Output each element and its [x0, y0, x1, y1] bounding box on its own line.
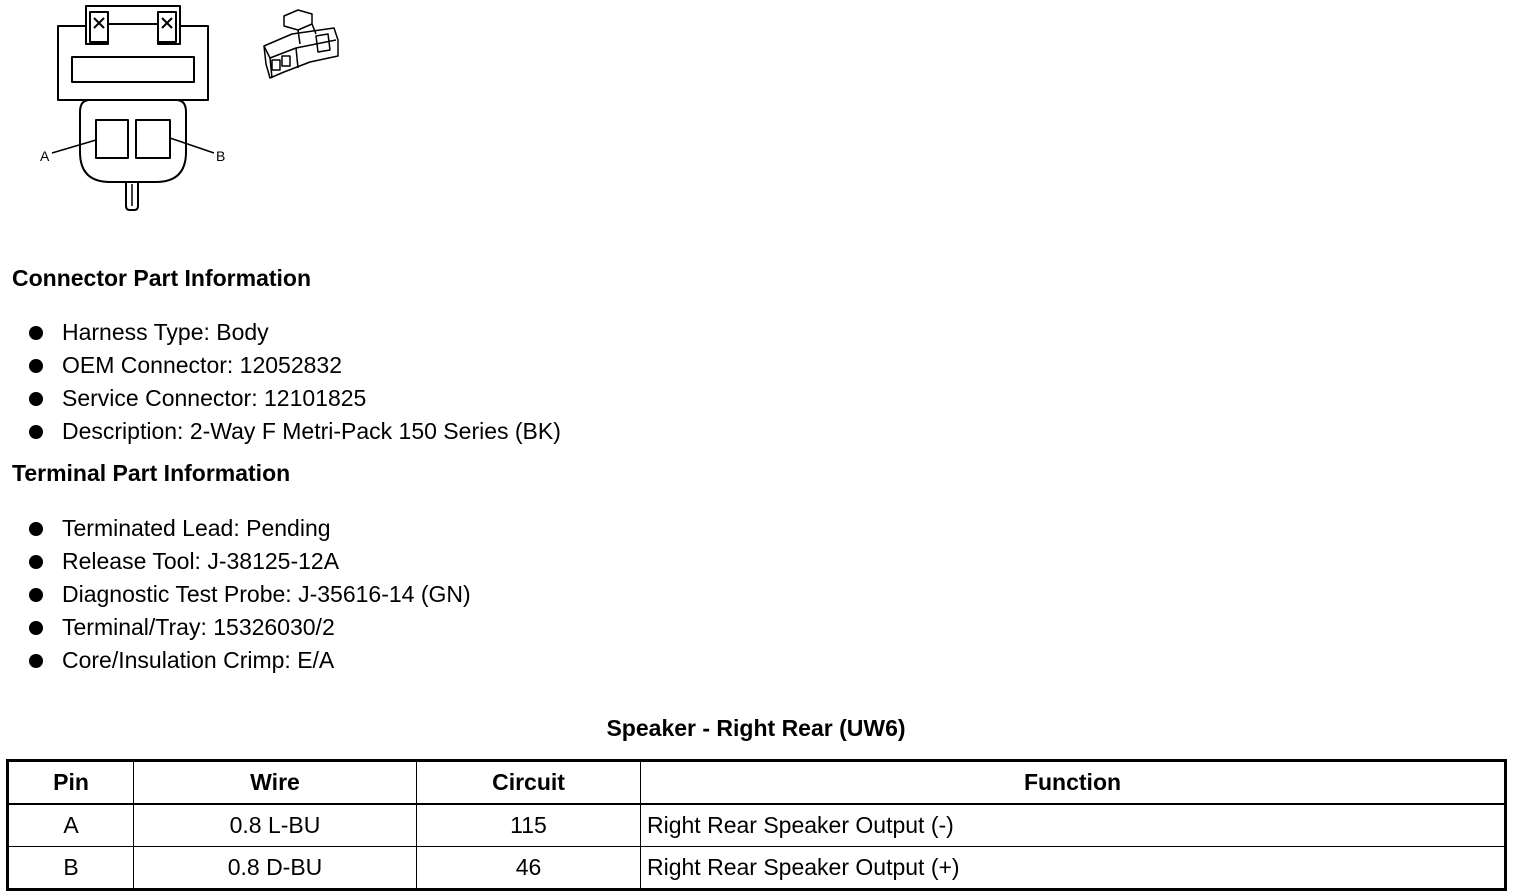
- cell-pin: A: [8, 804, 134, 847]
- cell-circuit: 115: [417, 804, 641, 847]
- bullet-icon: [29, 654, 43, 668]
- connector-part-info-heading: Connector Part Information: [12, 265, 312, 291]
- cell-function: Right Rear Speaker Output (+): [641, 847, 1506, 890]
- cell-wire: 0.8 D-BU: [134, 847, 417, 890]
- list-item: Diagnostic Test Probe: J-35616-14 (GN): [0, 578, 471, 611]
- bullet-icon: [29, 425, 43, 439]
- table-title: Speaker - Right Rear (UW6): [606, 715, 906, 741]
- bullet-icon: [29, 392, 43, 406]
- list-item: Service Connector: 12101825: [0, 382, 561, 415]
- bullet-icon: [29, 326, 43, 340]
- list-item: Terminated Lead: Pending: [0, 512, 471, 545]
- pin-table: [6, 759, 1507, 891]
- bullet-icon: [29, 621, 43, 635]
- terminal-part-info-heading: Terminal Part Information: [12, 460, 291, 486]
- table-row: [8, 804, 1506, 847]
- column-header-circuit: Circuit: [417, 761, 641, 805]
- list-item: Core/Insulation Crimp: E/A: [0, 644, 471, 677]
- bullet-icon: [29, 588, 43, 602]
- cell-circuit: 46: [417, 847, 641, 890]
- terminal-part-info-list: [0, 512, 471, 677]
- bullet-icon: [29, 555, 43, 569]
- bullet-icon: [29, 359, 43, 373]
- list-item: Release Tool: J-38125-12A: [0, 545, 471, 578]
- column-header-function: Function: [641, 761, 1506, 805]
- connector-part-info-list: [0, 316, 561, 448]
- list-item: Description: 2-Way F Metri-Pack 150 Series (BK): [0, 415, 561, 448]
- column-header-wire: Wire: [134, 761, 417, 805]
- cell-function: Right Rear Speaker Output (-): [641, 804, 1506, 847]
- list-item: Harness Type: Body: [0, 316, 561, 349]
- bullet-icon: [29, 522, 43, 536]
- cell-wire: 0.8 L-BU: [134, 804, 417, 847]
- pin-label-b: B: [216, 148, 226, 164]
- connector-isometric-icon: [264, 10, 338, 78]
- list-item: OEM Connector: 12052832: [0, 349, 561, 382]
- list-item: Terminal/Tray: 15326030/2: [0, 611, 471, 644]
- cell-pin: B: [8, 847, 134, 890]
- connector-face-diagram: [0, 0, 360, 220]
- column-header-pin: Pin: [8, 761, 134, 805]
- table-row: [8, 847, 1506, 890]
- pin-label-a: A: [40, 148, 50, 164]
- table-header-row: [8, 761, 1506, 805]
